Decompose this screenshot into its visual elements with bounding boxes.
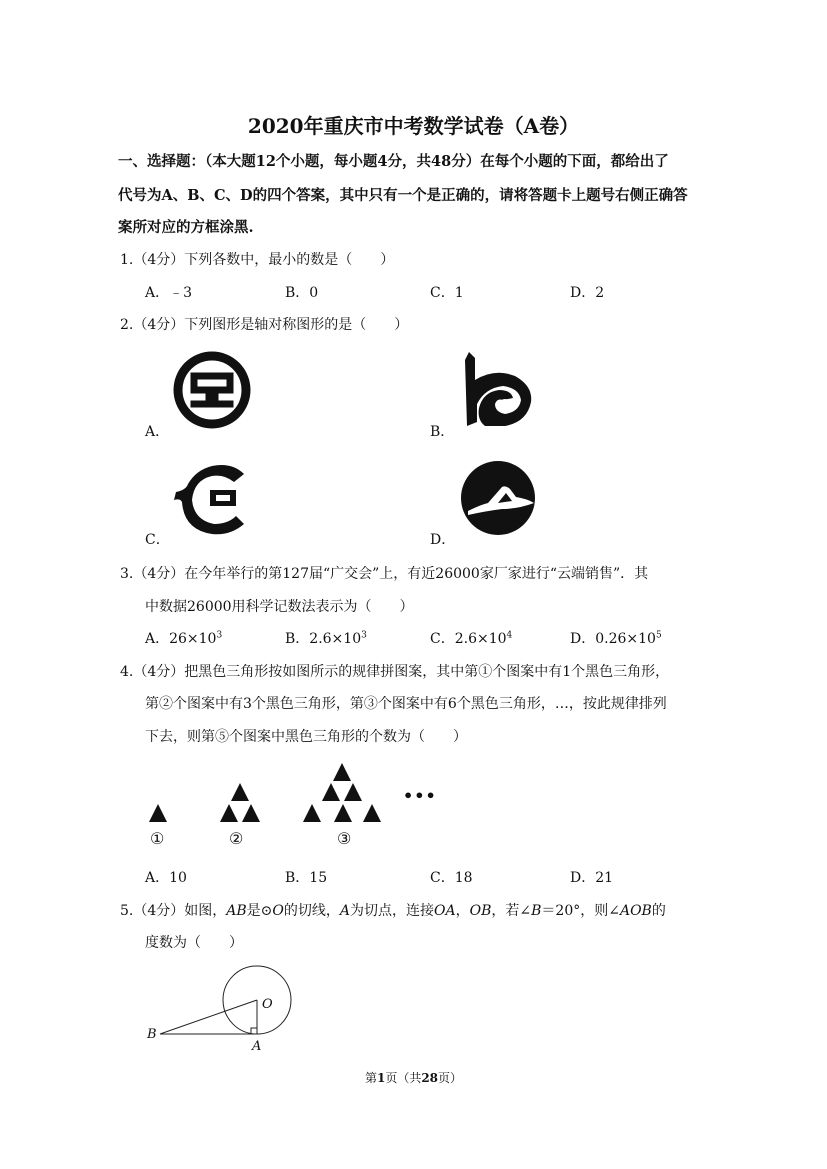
question-1-option-c: C．1 (430, 285, 464, 301)
figure-label-b: B (147, 1027, 157, 1042)
question-4-option-c: C．18 (430, 870, 473, 886)
question-4-line-1: 4.（4分）把黑色三角形按如图所示的规律拼图案，其中第①个图案中有1个黑色三角形， (120, 664, 670, 680)
question-2-label-a: A． (145, 424, 170, 440)
question-5-line-2: 度数为（ ） (145, 935, 243, 951)
triangle-icon (220, 804, 238, 822)
question-1-option-b: B．0 (285, 285, 319, 301)
question-3-option-d: D．$0.26\times 10^5$ (570, 630, 662, 647)
question-4-option-d: D．21 (570, 870, 614, 886)
triangle-icon (242, 804, 260, 822)
question-1-stem: 1.（4分）下列各数中，最小的数是（ ） (120, 252, 395, 268)
question-3-option-c: C．$2.6\times 10^4$ (430, 630, 513, 647)
question-4-option-b: B．15 (285, 870, 328, 886)
question-3-option-b: B．$2.6\times 10^3$ (285, 630, 367, 647)
section-instruction-line-3: 案所对应的方框涂黑. (118, 219, 254, 236)
question-3-option-a: A．$26\times 10^3$ (145, 630, 223, 647)
pattern-ellipsis: ••• (403, 786, 437, 805)
triangle-icon (334, 804, 352, 822)
question-2-stem: 2.（4分）下列图形是轴对称图形的是（ ） (120, 317, 409, 333)
question-2-label-c: C． (145, 532, 170, 548)
triangle-icon (322, 783, 340, 801)
question-3-line-1: 3.（4分）在今年举行的第127届“广交会”上，有近26000家厂家进行“云端销售”．其 (120, 566, 649, 582)
question-2-label-d: D． (430, 532, 456, 548)
logo-b-icon (455, 350, 537, 430)
logo-d-icon (458, 459, 538, 537)
triangle-icon (344, 783, 362, 801)
question-4-line-2: 第②个图案中有3个黑色三角形，第③个图案中有6个黑色三角形，…，按此规律排列 (145, 696, 667, 712)
question-4-option-a: A．10 (145, 870, 187, 886)
section-instruction-line-2: 代号为A、B、C、D的四个答案，其中只有一个是正确的，请将答题卡上题号右侧正确答 (118, 187, 688, 204)
triangle-icon (363, 804, 381, 822)
question-3-line-2: 中数据26000用科学记数法表示为（ ） (145, 599, 414, 615)
logo-a-icon (172, 349, 252, 431)
page-footer: 第1页（共28页） (364, 1071, 463, 1085)
question-1-option-d: D．2 (570, 285, 605, 301)
pattern-label-1: ① (150, 829, 165, 848)
figure-label-o: O (262, 997, 273, 1012)
pattern-label-2: ② (229, 829, 244, 848)
question-5-line-1: 5.（4分）如图，AB是⊙O的切线，A为切点，连接OA，OB，若∠B＝20°，则∠AOB的 (120, 903, 666, 919)
tangent-circle-figure (140, 960, 310, 1060)
section-instruction-line-1: 一、选择题：（本大题12个小题，每小题4分，共48分）在每个小题的下面，都给出了 (118, 153, 669, 170)
logo-c-icon (172, 460, 256, 536)
figure-label-a: A (252, 1039, 262, 1054)
question-1-option-a: A．﹣3 (145, 285, 193, 301)
question-2-label-b: B． (430, 424, 455, 440)
pattern-label-3: ③ (337, 829, 352, 848)
question-4-line-3: 下去，则第⑤个图案中黑色三角形的个数为（ ） (145, 729, 467, 745)
triangle-icon (303, 804, 321, 822)
triangle-icon (149, 804, 167, 822)
triangle-icon (333, 763, 351, 781)
page-title: 2020年重庆市中考数学试卷（A卷） (247, 114, 580, 138)
triangle-icon (231, 783, 249, 801)
